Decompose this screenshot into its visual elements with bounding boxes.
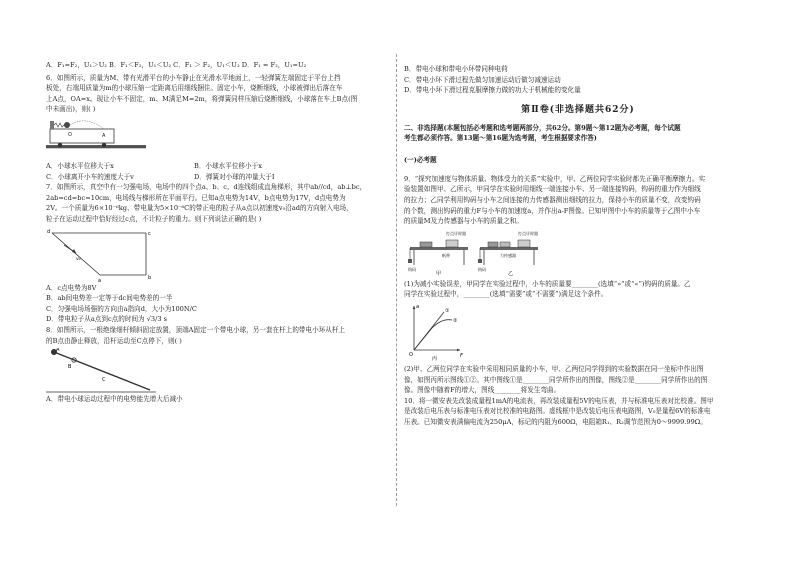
- q10-line-2: 是改装后电压表与标准电压表对比校准的电路图。虚线框中是改装后电压表电路图，V₀是量程6V的标准电: [404, 407, 711, 416]
- right-column: [404, 64, 752, 427]
- q6-options-row-1: [46, 161, 382, 172]
- graph-axis-f: F: [460, 352, 463, 359]
- q9-1-line-1: (1)为减小实验误差，甲同学在实验过程中，小车的质量要________(选填“»”或“«”)钩码的质量。乙: [404, 279, 691, 288]
- q9-apparatus-figure: [408, 229, 548, 277]
- q6-option-d: D．弹簧对小球的冲量大于I: [194, 172, 275, 181]
- q9-line-2: 验装置如图甲、乙所示，甲同学在实验时用细线一端连接小车、另一端连接钩码，钩码的重力作为细线: [404, 185, 701, 194]
- q7-label-c: c: [148, 230, 151, 237]
- q7-option-a: A．c点电势为8V: [46, 283, 97, 292]
- q6-line-3: 上A点，OA=x。现让小车不固定，m、M满足M=2m，将弹簧同样压缩后烧断细线，小球落在车上B点(图: [46, 94, 358, 103]
- q6-label-o: O: [68, 131, 72, 138]
- q7-line-3: 2V。一个质量为6×10⁻⁶kg、带电量为5×10⁻⁶C的带正电的粒子从a点以初速度v₀沿ad的方向射入电场，: [46, 204, 353, 213]
- q8-label-c: C: [102, 377, 106, 384]
- q6-label-a: A: [102, 132, 106, 139]
- q8-line-2: 的B点由静止释放，沿杆运动至C点停下，则( ): [46, 336, 182, 345]
- q8-label-a: A: [56, 348, 60, 354]
- fig-a-hook-label: 钩码: [408, 266, 416, 272]
- graph-origin: O: [409, 351, 413, 358]
- q7-line-1: 7．如图所示，真空中有一匀强电场，电场中的四个点a、b、c、d连线组成直角梯形，其中ab//cd，ab⊥bc，: [46, 183, 367, 192]
- column-divider: [396, 54, 398, 506]
- q7-option-c: C．匀强电场场强的方向由a指向d，大小为100N/C: [46, 304, 197, 313]
- graph-caption: 丙: [432, 355, 438, 362]
- fig-b-caption: 乙: [508, 270, 514, 277]
- q9-2-line-3: 像。图像中随着F的增大，图线________将发生弯曲。: [404, 386, 561, 395]
- q7-label-d: d: [47, 228, 51, 235]
- instructions-line-2: 考生都必须作答。第13题～第16题为选考题，考生根据要求作答): [404, 134, 597, 143]
- q7-label-a: a: [98, 277, 102, 283]
- fig-a-tape-label: 纸带: [442, 252, 450, 258]
- q7-option-b: B．ab间电势差一定等于dc间电势差的一半: [46, 294, 173, 303]
- q7-option-d: D．带电粒子从a点到c点的时间为 √3/3 s: [46, 315, 168, 324]
- q9-1-line-2: 同学在实验过程中，________(选填“需要”或“不需要”)满足这个条件。: [404, 290, 608, 299]
- q8-option-a: A．带电小球运动过程中的电势能先增大后减小: [46, 395, 183, 404]
- q6-option-a: A．小球水平位移大于x: [46, 161, 114, 170]
- q6-options-row-2: [46, 172, 382, 183]
- graph-axis-a: a: [416, 303, 420, 310]
- q5-options: A．F₁=F₂，U₁＞U₂ B．F₁＜F₂，U₁＜U₂ C．F₁ ＞ F₂，U₁＜U₂ D．F₁ = F₂，U₁=U₂: [46, 61, 307, 69]
- graph-line-1-label: ①: [445, 307, 450, 314]
- q8-option-d: D．带电小环下滑过程克服摩擦力做的功大于机械能的变化量: [404, 86, 581, 95]
- fig-b-timer-label: 打点计时器: [518, 230, 538, 236]
- q7-label-v0: v₀: [76, 256, 81, 262]
- fig-b-sensor-label: 力传感器: [500, 252, 516, 258]
- q6-option-b: B．小球水平位移小于x: [194, 161, 262, 170]
- q9-line-1: 9．“探究加速度与物体质量、物体受力的关系”实验中，甲、乙两位同学实验时都先正确平衡摩擦力。实: [404, 174, 706, 183]
- instructions-line-1: 二、非选择题(本题包括必考题和选考题两部分，共62分。第9题～第12题为必考题，每个试题: [404, 123, 681, 132]
- q6-cart-figure: [46, 117, 146, 159]
- q7-label-b: b: [148, 274, 152, 281]
- q9-2-line-2: 像，如图丙所示图线①②。其中图线①是________同学所作出的图像，图线②是________同学所作出的图: [404, 375, 708, 384]
- q10-line-3: 压表。已知微安表满偏电流为250μA，标记的内阻为600Ω，电阻箱R₁、R₂调节范围为0～9999.99Ω。: [404, 417, 707, 426]
- q9-line-3: 的拉力；乙同学利用钩码与小车之间连接的力传感器测出细线的拉力，保持小车的质量不变，改变钩码: [404, 195, 701, 204]
- q9-line-5: 的质量M及力传感器与小车的质量之和。: [404, 217, 523, 226]
- q6-line-2: 板处，右端用质量为m的小球压缩一定距离后用细线捆住。固定小车，烧断细线，小球被弹出后落在车: [46, 84, 343, 93]
- left-column: [46, 60, 382, 405]
- q8-option-c: C．带电小环下滑过程先做匀加速运动后做匀减速运动: [404, 75, 561, 84]
- q8-label-b: B: [68, 364, 72, 371]
- required-section-label: (一)必考题: [404, 155, 437, 164]
- part-2-title: 第Ⅱ卷(非选择题共62分): [521, 104, 635, 115]
- q10-line-1: 10．将一微安表先改装成量程1mA的电流表，再改装成量程5V的电压表，并与标准电压表对比校准。图甲: [404, 396, 714, 405]
- q7-trapezoid-figure: [46, 227, 156, 283]
- q8-line-1: 8．如图所示，一根绝缘细杆倾斜固定放置，顶端A固定一个带电小球，另一套在杆上的带电小环从杆上: [46, 325, 346, 334]
- q9-af-graph: [408, 302, 468, 362]
- fig-a-caption: 甲: [436, 270, 442, 277]
- graph-line-2-label: ②: [453, 317, 458, 324]
- q9-2-line-1: (2)甲、乙两位同学在实验中采用相同质量的小车，甲、乙两位同学得到的实验数据在同一坐标中作出图: [404, 364, 704, 373]
- fig-a-timer-label: 打点计时器: [446, 230, 466, 236]
- q8-rod-figure: [46, 348, 166, 394]
- q6-line-4: 中未画出)，则( ): [46, 105, 96, 114]
- fig-b-hook-label: 钩码: [478, 266, 486, 272]
- q6-option-c: C．小球离开小车的速度大于v: [46, 172, 134, 181]
- q7-line-2: 2ab=cd=bc=10cm，电场线与梯形所在平面平行。已知a点电势为14V，b点电势为17V，d点电势为: [46, 193, 346, 202]
- q9-line-4: 的个数，测出钩码的重力F与小车的加速度a，并作出a-F图像。已知甲图中小车的质量等于乙图中小车: [404, 206, 701, 215]
- q8-option-b: B．带电小球和带电小环带同种电荷: [404, 65, 508, 73]
- q7-line-4: 粒子在运动过程中恰好经过c点，不计粒子的重力。则下列说法正确的是( ): [46, 214, 262, 223]
- q6-line-1: 6．如图所示，质量为M、带有光滑平台的小车静止在光滑水平地面上，一轻弹簧左端固定于平台上挡: [46, 73, 341, 82]
